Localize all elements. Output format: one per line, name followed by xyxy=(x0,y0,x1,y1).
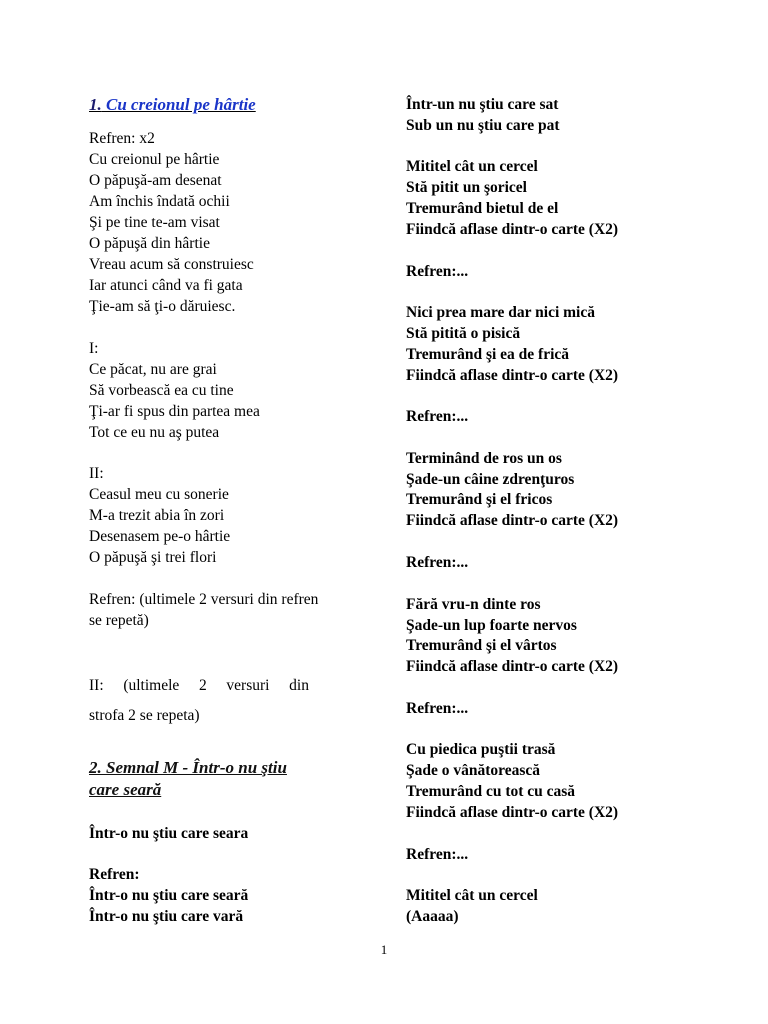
song1-verse2-line: M-a trezit abia în zori xyxy=(89,507,225,524)
right-line: Fiindcă aflase dintr-o carte (X2) xyxy=(406,658,619,675)
right-refrain-marker: Refren:... xyxy=(406,846,469,863)
song1-heading xyxy=(89,95,256,115)
song2-refrain-line: Într-o nu ştiu care seară xyxy=(89,887,249,904)
right-line: Tremurând cu tot cu casă xyxy=(406,783,576,800)
song1-refrain-line: Iar atunci când va fi gata xyxy=(89,277,243,294)
song1-verse2-line: Desenasem pe-o hârtie xyxy=(89,528,231,545)
song1-refrain-label: Refren: x2 xyxy=(89,130,155,147)
song1-note1-line: se repetă) xyxy=(89,612,149,629)
right-line: Într-un nu ştiu care sat xyxy=(406,96,559,113)
song1-note2-word: din xyxy=(289,677,309,694)
right-line: Stă pitit un şoricel xyxy=(406,179,527,196)
right-line: Fără vru-n dinte ros xyxy=(406,596,541,613)
song1-verse2-line: Ceasul meu cu sonerie xyxy=(89,486,229,503)
song1-note2-word: (ultimele xyxy=(123,677,180,694)
song1-note2-word: II: xyxy=(89,677,104,694)
song1-heading-title: Cu creionul pe hârtie xyxy=(106,95,256,114)
song2-heading-line: care seară xyxy=(89,780,162,799)
song1-verse2-line: O păpuşă şi trei flori xyxy=(89,549,217,566)
right-line: Terminând de ros un os xyxy=(406,450,562,467)
right-line: Tremurând şi ea de frică xyxy=(406,346,570,363)
song2-heading-line: 2. Semnal M - Într-o nu ştiu xyxy=(89,758,287,777)
song1-verse2-label: II: xyxy=(89,465,104,482)
song1-heading-number: 1. xyxy=(89,95,102,114)
song1-refrain-line: O păpuşă din hârtie xyxy=(89,235,210,252)
right-line: Fiindcă aflase dintr-o carte (X2) xyxy=(406,804,619,821)
song1-note2-word: 2 xyxy=(198,677,207,694)
song1-note2-word: versuri xyxy=(226,677,270,694)
right-line: Mititel cât un cercel xyxy=(406,887,538,904)
right-line: Mititel cât un cercel xyxy=(406,158,538,175)
song1-verse1-line: Tot ce eu nu aş putea xyxy=(89,424,220,441)
song1-note2-line: strofa 2 se repeta) xyxy=(89,707,200,724)
song1-refrain-line: Şi pe tine te-am visat xyxy=(89,214,220,231)
right-line: Fiindcă aflase dintr-o carte (X2) xyxy=(406,367,619,384)
right-line: Nici prea mare dar nici mică xyxy=(406,304,595,321)
right-line: Sub un nu ştiu care pat xyxy=(406,117,560,134)
song2-intro: Într-o nu ştiu care seara xyxy=(89,825,249,842)
right-line: Tremurând şi el fricos xyxy=(406,491,553,508)
right-line: (Aaaaa) xyxy=(406,908,459,925)
song1-note1-line: Refren: (ultimele 2 versuri din refren xyxy=(89,591,319,608)
right-line: Fiindcă aflase dintr-o carte (X2) xyxy=(406,512,619,529)
song1-verse1-line: Ţi-ar fi spus din partea mea xyxy=(89,403,260,420)
song1-refrain-line: Vreau acum să construiesc xyxy=(89,256,254,273)
song1-note2-line xyxy=(89,676,309,696)
right-line: Cu piedica puştii trasă xyxy=(406,741,556,758)
song1-verse1-line: Ce păcat, nu are grai xyxy=(89,361,217,378)
song1-refrain-line: Am închis îndată ochii xyxy=(89,193,230,210)
page-number: 1 xyxy=(380,942,388,957)
song1-verse1-line: Să vorbească ea cu tine xyxy=(89,382,234,399)
right-line: Şade-un câine zdrenţuros xyxy=(406,471,575,488)
right-refrain-marker: Refren:... xyxy=(406,263,469,280)
song1-refrain-line: Ţie-am să ţi-o dăruiesc. xyxy=(89,298,236,315)
song1-refrain-line: Cu creionul pe hârtie xyxy=(89,151,220,168)
right-line: Tremurând şi el vârtos xyxy=(406,637,557,654)
song2-refrain-line: Într-o nu ştiu care vară xyxy=(89,908,244,925)
song2-refrain-label: Refren: xyxy=(89,866,140,883)
right-refrain-marker: Refren:... xyxy=(406,700,469,717)
right-line: Tremurând bietul de el xyxy=(406,200,559,217)
right-line: Fiindcă aflase dintr-o carte (X2) xyxy=(406,221,619,238)
right-refrain-marker: Refren:... xyxy=(406,408,469,425)
right-line: Stă pitită o pisică xyxy=(406,325,521,342)
song1-verse1-label: I: xyxy=(89,340,99,357)
right-line: Şade o vânătorească xyxy=(406,762,541,779)
song1-refrain-line: O păpuşă-am desenat xyxy=(89,172,222,189)
right-line: Şade-un lup foarte nervos xyxy=(406,617,577,634)
right-refrain-marker: Refren:... xyxy=(406,554,469,571)
